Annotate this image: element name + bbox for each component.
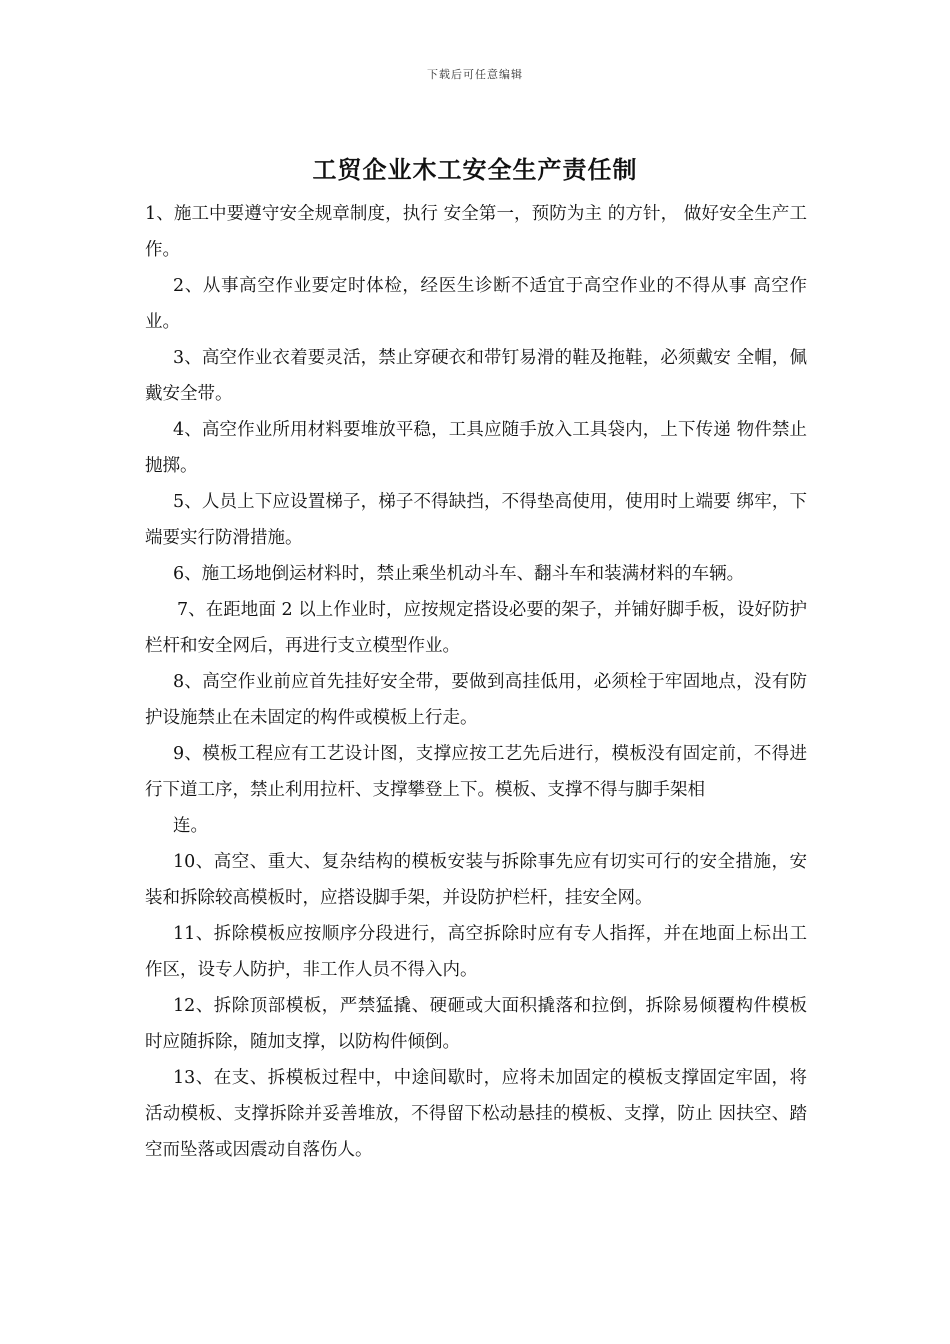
- paragraph-12: 12、拆除顶部模板，严禁猛撬、硬砸或大面积撬落和拉倒，拆除易倾覆构件模板时应随拆除，随加支撑，以防构件倾倒。: [145, 996, 807, 1052]
- paragraph-9-continuation: 连。: [173, 816, 208, 836]
- paragraph-13: 13、在支、拆模板过程中，中途间歇时，应将未加固定的模板支撑固定牢固，将活动模板、支撑拆除并妥善堆放，不得留下松动悬挂的模板、支撑，防止 因扶空、踏空而坠落或因震动自落伤人。: [145, 1068, 807, 1160]
- document-body: [145, 196, 807, 1168]
- paragraph-2: 2、从事高空作业要定时体检，经医生诊断不适宜于高空作业的不得从事 高空作业。: [145, 276, 807, 332]
- paragraph-6: 6、施工场地倒运材料时，禁止乘坐机动斗车、翻斗车和装满材料的车辆。: [173, 564, 745, 584]
- paragraph-11: 11、拆除模板应按顺序分段进行，高空拆除时应有专人指挥，并在地面上标出工作区，设专人防护，非工作人员不得入内。: [145, 924, 807, 980]
- paragraph-7: 7、在距地面 2 以上作业时，应按规定搭设必要的架子，并铺好脚手板，设好防护栏杆和安全网后，再进行支立模型作业。: [145, 600, 807, 656]
- paragraph-8: 8、高空作业前应首先挂好安全带，要做到高挂低用，必须栓于牢固地点，没有防护设施禁止在未固定的构件或模板上行走。: [145, 672, 807, 728]
- header-note: 下载后可任意编辑: [427, 68, 523, 81]
- paragraph-5: 5、人员上下应设置梯子，梯子不得缺挡，不得垫高使用，使用时上端要 绑牢，下端要实行防滑措施。: [145, 492, 807, 548]
- paragraph-3: 3、高空作业衣着要灵活，禁止穿硬衣和带钉易滑的鞋及拖鞋，必须戴安 全帽，佩戴安全带。: [145, 348, 807, 404]
- paragraph-9: 9、模板工程应有工艺设计图，支撑应按工艺先后进行，模板没有固定前，不得进行下道工序，禁止利用拉杆、支撑攀登上下。模板、支撑不得与脚手架相: [145, 744, 807, 800]
- document-title: 工贸企业木工安全生产责任制: [312, 155, 638, 184]
- paragraph-1: 1、施工中要遵守安全规章制度，执行 安全第一，预防为主 的方针， 做好安全生产工作。: [145, 204, 807, 260]
- paragraph-4: 4、高空作业所用材料要堆放平稳，工具应随手放入工具袋内，上下传递 物件禁止抛掷。: [145, 420, 807, 476]
- paragraph-10: 10、高空、重大、复杂结构的模板安装与拆除事先应有切实可行的安全措施，安装和拆除较高模板时，应搭设脚手架，并设防护栏杆，挂安全网。: [145, 852, 807, 908]
